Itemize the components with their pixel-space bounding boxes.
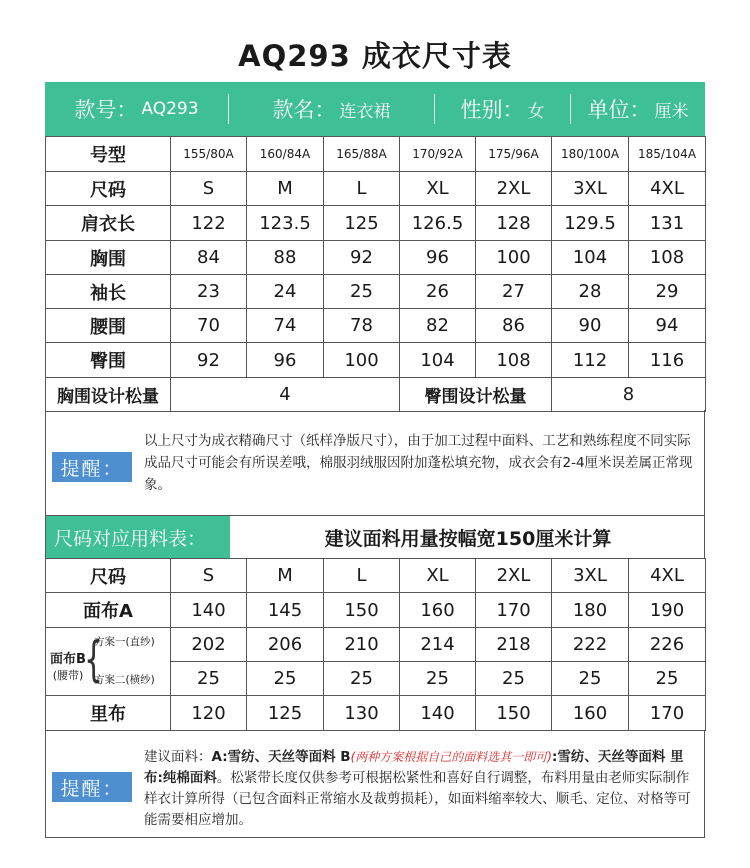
- value-cell: 108: [476, 343, 552, 378]
- value-cell: 29: [629, 275, 706, 309]
- value-cell: 150: [324, 593, 400, 628]
- value-cell: 125: [324, 206, 400, 241]
- fabric-b-sub: (腰带): [52, 669, 84, 682]
- value-cell: L: [324, 172, 400, 206]
- value-cell: 120: [171, 696, 247, 731]
- value-cell: 180/100A: [552, 137, 629, 172]
- reminder-part: 建议面料：: [144, 749, 212, 765]
- size-label: 尺码: [46, 559, 171, 593]
- value-cell: 25: [400, 662, 476, 696]
- value-cell: 140: [400, 696, 476, 731]
- table-row: [46, 275, 706, 309]
- value-cell: 185/104A: [629, 137, 706, 172]
- row-label: 尺码: [46, 172, 171, 206]
- value-cell: 214: [400, 628, 476, 662]
- style-no: [45, 82, 228, 136]
- unit-label: 单位：: [587, 98, 651, 122]
- chest-ease-value: 4: [171, 378, 400, 412]
- reminder-red: (两种方案根据自己的面料选其一即可): [350, 750, 552, 764]
- table-row: [46, 559, 706, 593]
- row-label: 号型: [46, 137, 171, 172]
- row-label: 袖长: [46, 275, 171, 309]
- row-label: 胸围: [46, 241, 171, 275]
- style-no-label: 款号：: [74, 98, 138, 122]
- value-cell: 94: [629, 309, 706, 343]
- value-cell: 96: [400, 241, 476, 275]
- value-cell: 100: [476, 241, 552, 275]
- value-cell: 145: [247, 593, 324, 628]
- chest-ease-label: 胸围设计松量: [46, 378, 171, 412]
- size-cell: L: [324, 559, 400, 593]
- value-cell: 70: [171, 309, 247, 343]
- size-cell: 3XL: [552, 559, 629, 593]
- hip-ease-label: 臀围设计松量: [400, 378, 552, 412]
- value-cell: 170: [476, 593, 552, 628]
- style-name-label: 款名：: [272, 98, 336, 122]
- value-cell: 129.5: [552, 206, 629, 241]
- table-row: [46, 696, 706, 731]
- value-cell: 116: [629, 343, 706, 378]
- size-cell: M: [247, 559, 324, 593]
- value-cell: 25: [324, 275, 400, 309]
- material-reminder-tag: 提醒：: [52, 772, 132, 802]
- value-cell: 128: [476, 206, 552, 241]
- value-cell: 25: [171, 662, 247, 696]
- value-cell: 170: [629, 696, 706, 731]
- reminder-bold: :雪纺、天丝等面料 里布:纯棉面料: [144, 749, 684, 786]
- value-cell: 90: [552, 309, 629, 343]
- material-title: 尺码对应用料表：: [46, 516, 230, 558]
- size-table: [45, 136, 706, 412]
- value-cell: 26: [400, 275, 476, 309]
- table-row: [46, 343, 706, 378]
- value-cell: 165/88A: [324, 137, 400, 172]
- ease-row: [46, 378, 706, 412]
- unit-value: 厘米: [654, 101, 689, 122]
- size-cell: S: [171, 559, 247, 593]
- reminder-text: 以上尺寸为成衣精确尺寸（纸样净版尺寸），由于加工过程中面料、工艺和熟练程度不同实际成品尺寸可能会有所误差哦，棉服羽绒服因附加蓬松填充物，成衣会有2-4厘米误差属正常现象。: [144, 433, 693, 493]
- gender-value: 女: [527, 101, 545, 122]
- table-row: [46, 628, 706, 662]
- value-cell: 150: [476, 696, 552, 731]
- gender-label: 性别：: [460, 98, 524, 122]
- value-cell: 4XL: [629, 172, 706, 206]
- value-cell: M: [247, 172, 324, 206]
- value-cell: 175/96A: [476, 137, 552, 172]
- value-cell: 130: [324, 696, 400, 731]
- value-cell: 131: [629, 206, 706, 241]
- value-cell: S: [171, 172, 247, 206]
- value-cell: 222: [552, 628, 629, 662]
- value-cell: 82: [400, 309, 476, 343]
- value-cell: 108: [629, 241, 706, 275]
- value-cell: 86: [476, 309, 552, 343]
- gender: [435, 82, 570, 136]
- value-cell: 28: [552, 275, 629, 309]
- value-cell: 25: [324, 662, 400, 696]
- plan1-label: 方案一(直纱): [94, 636, 155, 648]
- value-cell: 125: [247, 696, 324, 731]
- value-cell: 92: [171, 343, 247, 378]
- reminder-part: 。松紧带长度仅供参考可根据松紧性和喜好自行调整，布料用量由老师实际制作样衣计算所得（已包含面料正常缩水及裁剪损耗），如面料缩率较大、顺毛、定位、对格等可能需要相应增加。: [144, 770, 691, 828]
- table-row: [46, 206, 706, 241]
- value-cell: 180: [552, 593, 629, 628]
- hip-ease-value: 8: [552, 378, 706, 412]
- value-cell: 126.5: [400, 206, 476, 241]
- value-cell: 27: [476, 275, 552, 309]
- table-row: [46, 137, 706, 172]
- value-cell: 123.5: [247, 206, 324, 241]
- table-row: [46, 172, 706, 206]
- material-table: [45, 558, 706, 731]
- size-cell: XL: [400, 559, 476, 593]
- row-label: 臀围: [46, 343, 171, 378]
- table-row: [46, 309, 706, 343]
- value-cell: 206: [247, 628, 324, 662]
- unit: [571, 82, 705, 136]
- value-cell: 210: [324, 628, 400, 662]
- header-bar: [45, 82, 705, 136]
- page-title: AQ293 成衣尺寸表: [238, 39, 512, 73]
- value-cell: 170/92A: [400, 137, 476, 172]
- value-cell: 100: [324, 343, 400, 378]
- value-cell: 160: [552, 696, 629, 731]
- size-cell: 4XL: [629, 559, 706, 593]
- material-bar: [45, 516, 705, 559]
- value-cell: 23: [171, 275, 247, 309]
- value-cell: 2XL: [476, 172, 552, 206]
- style-name: [229, 82, 434, 136]
- value-cell: 96: [247, 343, 324, 378]
- value-cell: 25: [552, 662, 629, 696]
- value-cell: 88: [247, 241, 324, 275]
- table-row: [46, 593, 706, 628]
- value-cell: 160/84A: [247, 137, 324, 172]
- brace-icon: {: [84, 632, 104, 689]
- table-row: [46, 241, 706, 275]
- value-cell: 3XL: [552, 172, 629, 206]
- reminder-bold: A:雪纺、天丝等面料 B: [211, 749, 351, 765]
- value-cell: 84: [171, 241, 247, 275]
- material-note: 建议面料用量按幅宽150厘米计算: [324, 527, 612, 550]
- value-cell: 104: [400, 343, 476, 378]
- value-cell: 122: [171, 206, 247, 241]
- reminder-box: [45, 410, 705, 516]
- value-cell: 140: [171, 593, 247, 628]
- value-cell: 104: [552, 241, 629, 275]
- style-no-value: AQ293: [141, 99, 199, 119]
- value-cell: 74: [247, 309, 324, 343]
- value-cell: 25: [629, 662, 706, 696]
- value-cell: 112: [552, 343, 629, 378]
- fabric-b-cell: [46, 628, 171, 696]
- value-cell: 24: [247, 275, 324, 309]
- value-cell: 25: [247, 662, 324, 696]
- value-cell: 155/80A: [171, 137, 247, 172]
- fabric-b-label: 面布B: [50, 652, 86, 667]
- material-reminder-text: [144, 747, 699, 831]
- reminder-tag: 提醒：: [52, 452, 132, 482]
- value-cell: 25: [476, 662, 552, 696]
- fabric-a-label: 面布A: [46, 593, 171, 628]
- value-cell: 226: [629, 628, 706, 662]
- value-cell: XL: [400, 172, 476, 206]
- plan2-label: 方案二(横纱): [94, 674, 155, 686]
- value-cell: 218: [476, 628, 552, 662]
- material-reminder-box: [45, 730, 705, 838]
- row-label: 腰围: [46, 309, 171, 343]
- style-name-value: 连衣裙: [339, 101, 391, 122]
- value-cell: 190: [629, 593, 706, 628]
- size-cell: 2XL: [476, 559, 552, 593]
- value-cell: 78: [324, 309, 400, 343]
- value-cell: 160: [400, 593, 476, 628]
- value-cell: 92: [324, 241, 400, 275]
- lining-label: 里布: [46, 696, 171, 731]
- row-label: 肩衣长: [46, 206, 171, 241]
- value-cell: 202: [171, 628, 247, 662]
